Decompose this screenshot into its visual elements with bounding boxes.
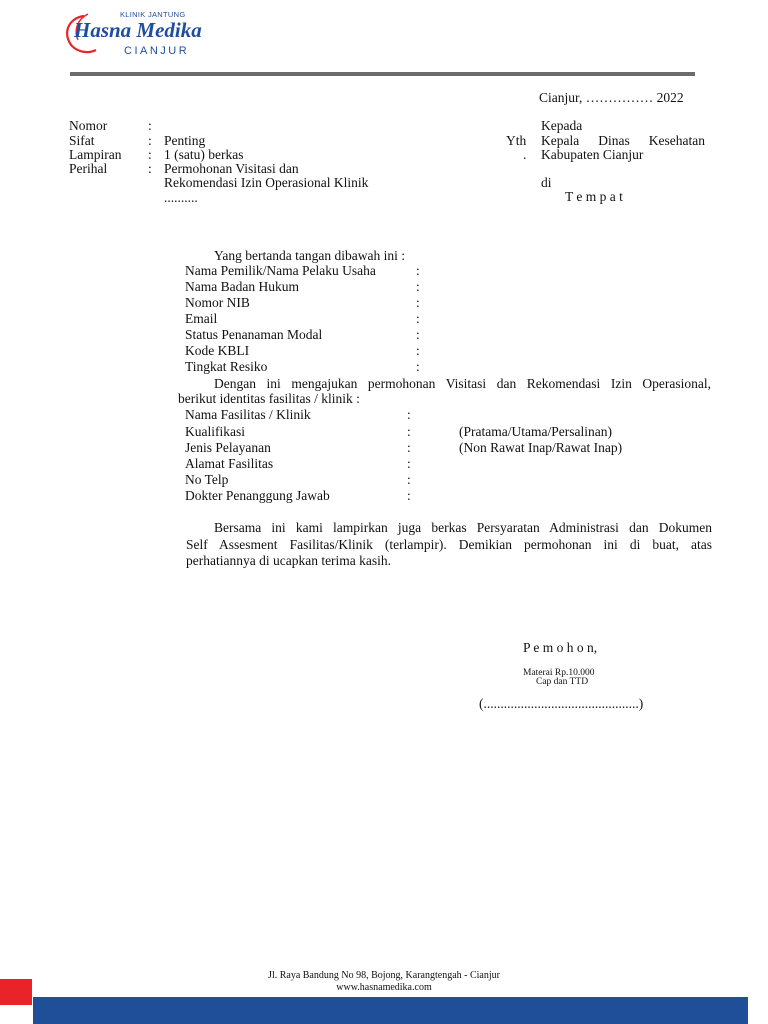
applicant-field-label: Status Penanaman Modal <box>185 327 323 342</box>
applicant-field-label: Email <box>185 311 218 326</box>
field-colon: : <box>407 424 411 439</box>
field-colon: : <box>407 407 411 422</box>
field-colon: : <box>148 147 152 162</box>
field-colon: : <box>416 279 420 294</box>
field-colon: : <box>407 472 411 487</box>
request-line1: Dengan ini mengajukan permohonan Visitasi dan Rekomendasi Izin Operasional, <box>214 376 711 391</box>
field-label-lampiran: Lampiran <box>69 147 122 162</box>
facility-field-hint: (Pratama/Utama/Persalinan) <box>459 424 612 439</box>
field-colon: : <box>148 161 152 176</box>
recipient-yth: Yth <box>506 133 527 148</box>
closing-line1: Bersama ini kami lampirkan juga berkas Persyaratan Administrasi dan Dokumen <box>214 520 712 535</box>
field-colon: : <box>407 456 411 471</box>
facility-field-label: Nama Fasilitas / Klinik <box>185 407 311 422</box>
closing-line2: Self Assesment Fasilitas/Klinik (terlampir). Demikian permohonan ini di buat, atas <box>186 537 712 552</box>
logo-top-text: KLINIK JANTUNG <box>120 10 186 19</box>
field-colon: : <box>416 263 420 278</box>
recipient-di: di <box>541 175 552 190</box>
recipient-kepada: Kepada <box>541 118 583 133</box>
applicant-field-label: Nomor NIB <box>185 295 250 310</box>
field-colon: : <box>416 311 420 326</box>
logo-main-text: Hasna Medika <box>74 18 202 42</box>
signature-materai: Materai Rp.10.000 <box>523 668 595 678</box>
facility-field-label: Alamat Fasilitas <box>185 456 274 471</box>
field-colon: : <box>416 343 420 358</box>
logo-sub-text: CIANJUR <box>124 45 190 57</box>
field-colon: : <box>416 295 420 310</box>
field-value-perihal-dots: .......... <box>164 190 198 205</box>
recipient-dot: . <box>523 147 527 162</box>
footer-band-gap <box>748 997 768 1024</box>
closing-line3: perhatiannya di ucapkan terima kasih. <box>186 553 392 568</box>
footer-website: www.hasnamedika.com <box>336 982 432 993</box>
recipient-tempat: T e m p a t <box>565 189 623 204</box>
signature-name-line: (..............................................) <box>479 696 644 711</box>
field-value-sifat: Penting <box>164 133 206 148</box>
footer-blue-band <box>33 997 748 1024</box>
facility-field-label: Kualifikasi <box>185 424 245 439</box>
applicant-field-label: Nama Badan Hukum <box>185 279 299 294</box>
field-colon: : <box>407 440 411 455</box>
recipient-line1: Kepala Dinas Kesehatan <box>541 133 705 148</box>
signature-cap: Cap dan TTD <box>536 677 589 687</box>
applicant-field-label: Nama Pemilik/Nama Pelaku Usaha <box>185 263 376 278</box>
field-value-perihal: Permohonan Visitasi dan <box>164 161 299 176</box>
field-label-nomor: Nomor <box>69 118 108 133</box>
field-colon: : <box>407 488 411 503</box>
clinic-logo <box>62 10 202 62</box>
signature-pemohon: P e m o h o n, <box>523 640 598 655</box>
facility-field-label: No Telp <box>185 472 229 487</box>
applicant-field-label: Kode KBLI <box>185 343 250 358</box>
facility-field-hint: (Non Rawat Inap/Rawat Inap) <box>459 440 623 455</box>
request-line2: berikut identitas fasilitas / klinik : <box>178 391 360 406</box>
field-label-perihal: Perihal <box>69 161 108 176</box>
facility-field-label: Dokter Penanggung Jawab <box>185 488 330 503</box>
facility-field-label: Jenis Pelayanan <box>185 440 271 455</box>
recipient-line2: Kabupaten Cianjur <box>541 147 644 162</box>
field-value-perihal-cont: Rekomendasi Izin Operasional Klinik <box>164 175 369 190</box>
footer-address: Jl. Raya Bandung No 98, Bojong, Karangtengah - Cianjur <box>268 970 500 981</box>
field-colon: : <box>148 118 152 133</box>
field-value-lampiran: 1 (satu) berkas <box>164 147 244 162</box>
header-divider <box>70 72 695 76</box>
intro-text: Yang bertanda tangan dibawah ini : <box>214 248 405 263</box>
field-label-sifat: Sifat <box>69 133 95 148</box>
applicant-field-label: Tingkat Resiko <box>185 359 268 374</box>
field-colon: : <box>416 327 420 342</box>
field-colon: : <box>416 359 420 374</box>
footer-red-accent <box>0 979 32 1005</box>
field-colon: : <box>148 133 152 148</box>
date-line: Cianjur, …………… 2022 <box>539 90 684 105</box>
